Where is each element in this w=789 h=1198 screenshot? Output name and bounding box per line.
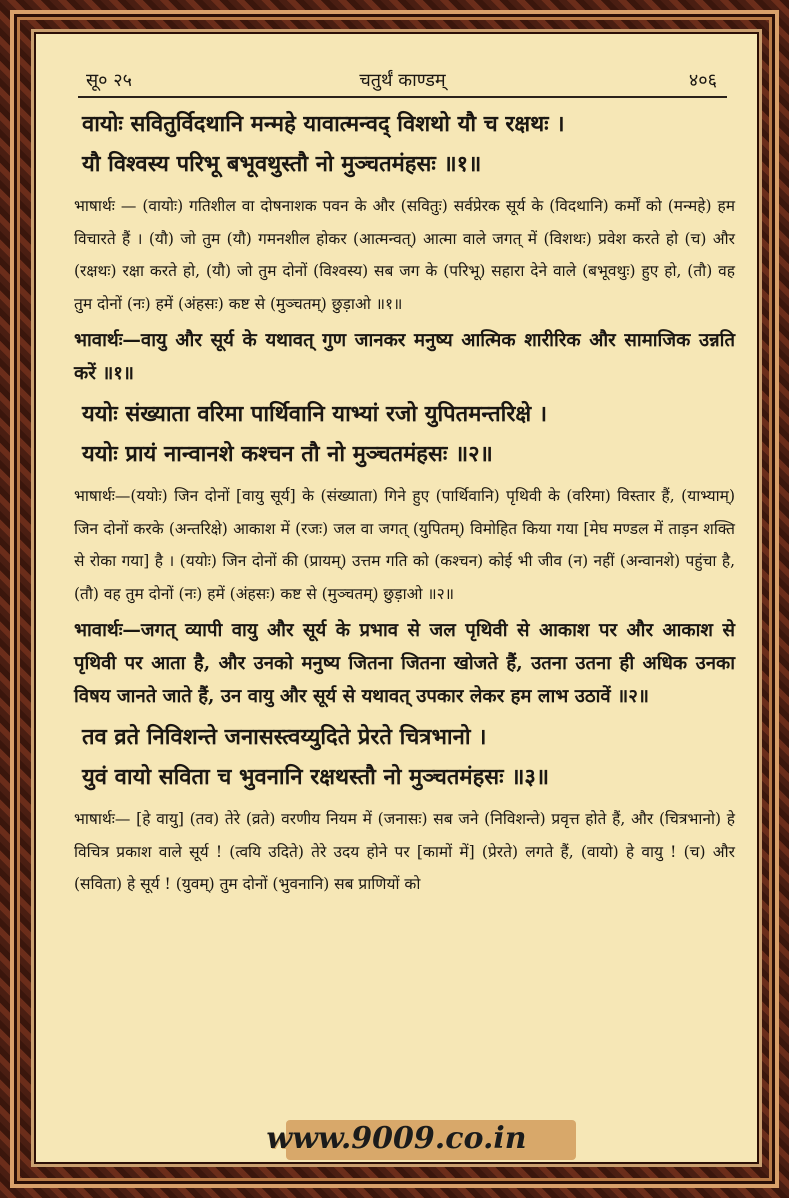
word-meaning-paragraph: भाषार्थः— [हे वायु] (तव) तेरे (व्रते) वरणीय नियम में (जनासः) सब जने (निविशन्ते) प्रवृत्त होते हैं, और (चित्रभानो) हे विचित्र प्रकाश वाले सूर्य ! (त्वयि उदिते) तेरे उदय होने पर [कामों में] (प्रेरते) लगते हैं, (वायो) हे वायु ! (च) और (सविता) हे सूर्य ! (युवम्) तुम दोनों (भुवनानि) सब प्राणियों को (74, 810, 735, 893)
mantra-section-3 (74, 717, 735, 901)
website-watermark: www.9009.co.in (266, 1121, 527, 1156)
purport-paragraph: भावार्थः—जगत् व्यापी वायु और सूर्य के प्रभाव से जल पृथिवी से आकाश पर और आकाश से पृथिवी पर आता है, और उनको मनुष्य जितना जितना खोजते हैं, उतना उतना ही अधिक उनका विषय जानते जाते हैं, उन वायु और सूर्य से यथावत् उपकार लेकर हम लाभ उठावें ॥२॥ (74, 620, 735, 707)
verse-line: युवं वायो सविता च भुवनानि रक्षथस्तौ नो मुञ्चतमंहसः ॥३॥ (82, 764, 550, 790)
book-page (34, 32, 759, 1164)
purport-paragraph: भावार्थः—वायु और सूर्य के यथावत् गुण जानकर मनुष्य आत्मिक शारीरिक और सामाजिक उन्नति करें ॥१॥ (74, 330, 735, 384)
sukta-number: सू० २५ (86, 70, 132, 91)
verse-line: ययोः प्रायं नान्वानशे कश्चन तौ नो मुञ्चतमंहसः ॥२॥ (82, 441, 493, 467)
verse-line: ययोः संख्याता वरिमा पार्थिवानि याभ्यां रजो युपितमन्तरिक्षे । (82, 401, 548, 427)
verse-line: यौ विश्वस्य परिभू बभूवथुस्तौ नो मुञ्चतमंहसः ॥१॥ (82, 151, 482, 177)
mantra-section-1 (74, 104, 735, 390)
word-meaning-paragraph: भाषार्थः—(ययोः) जिन दोनों [वायु सूर्य] के (संख्याता) गिने हुए (पार्थिवानि) पृथिवी के (वरिमा) विस्तार हैं, (याभ्याम्) जिन दोनों करके (अन्तरिक्षे) आकाश में (रजः) जल वा जगत् (युपितम्) विमोहित किया गया [मेघ मण्डल में ताड़न शक्ति से रोका गया] है । (ययोः) जिन दोनों की (प्रायम्) उत्तम गति को (कश्चन) कोई भी जीव (न) नहीं (अन्वानशे) पहुंचा है, (तौ) वह तुम दोनों (नः) हमें (अंहसः) कष्ट से (मुञ्चतम्) छुड़ाओ ॥२॥ (74, 487, 735, 603)
verse-line: वायोः सवितुर्विदथानि मन्महे यावात्मन्वद् विशथो यौ च रक्षथः । (82, 111, 565, 137)
page-number: ४०६ (688, 70, 717, 91)
book-title: चतुर्थं काण्डम् (359, 70, 446, 91)
page-content (74, 104, 735, 905)
page-header (78, 60, 727, 98)
mantra-section-2 (74, 394, 735, 713)
word-meaning-paragraph: भाषार्थः — (वायोः) गतिशील वा दोषनाशक पवन के और (सवितुः) सर्वप्रेरक सूर्य के (विदथानि) कर्मों को (मन्महे) हम विचारते हैं । (यौ) जो तुम (यौ) गमनशील होकर (आत्मन्वत्) आत्मा वाले जगत् में (विशथः) प्रवेश करते हो (च) और (रक्षथः) रक्षा करते हो, (यौ) जो तुम दोनों (विश्वस्य) सब जग के (परिभू) सहारा देने वाले (बभूवथुः) हुए हो, (तौ) वह तुम दोनों (नः) हमें (अंहसः) कष्ट से (मुञ्चतम्) छुड़ाओ ॥१॥ (74, 197, 735, 313)
verse-line: तव व्रते निविशन्ते जनासस्त्वय्युदिते प्रेरते चित्रभानो । (82, 724, 487, 750)
